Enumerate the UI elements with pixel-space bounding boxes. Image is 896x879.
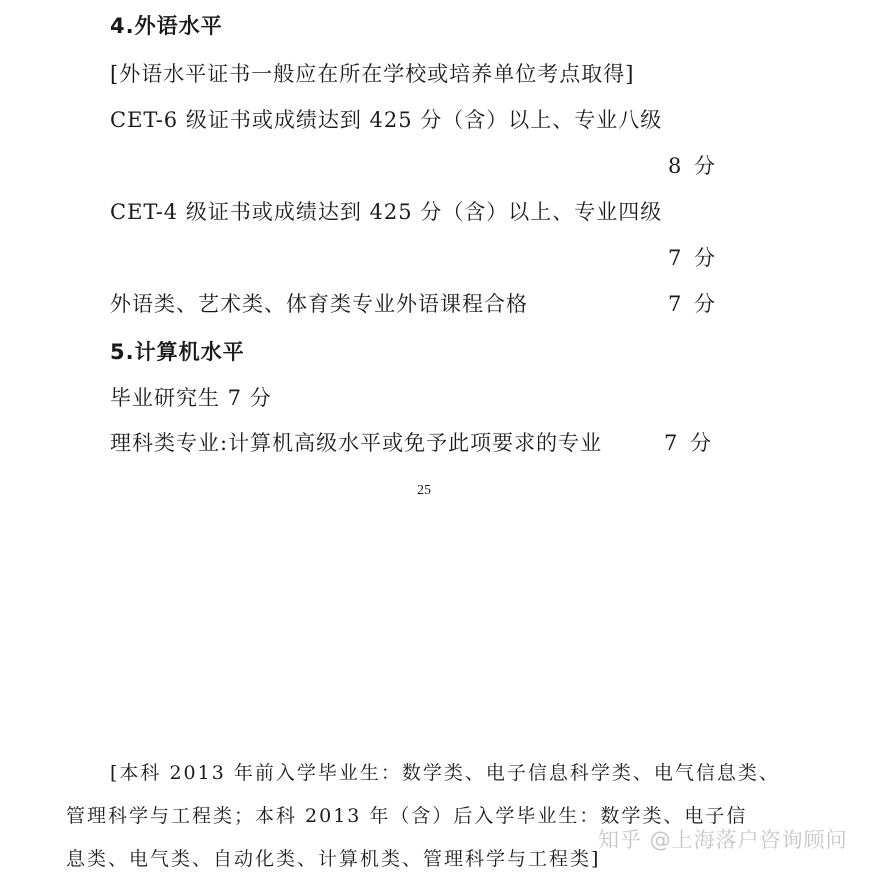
foreign-language-heading: 4.外语水平 (110, 14, 223, 38)
special-majors-requirement: 外语类、艺术类、体育类专业外语课程合格 (110, 292, 528, 316)
special-majors-score: 7 分 (668, 292, 719, 316)
cet4-score: 7 分 (668, 246, 719, 270)
foreign-language-note: [外语水平证书一般应在所在学校或培养单位考点取得] (110, 62, 635, 86)
zhihu-watermark: 知乎 @上海落户咨询顾问 (598, 828, 848, 852)
science-majors-requirement: 理科类专业:计算机高级水平或免予此项要求的专业 (110, 431, 603, 455)
page-number: 25 (417, 483, 431, 498)
cet4-requirement: CET-4 级证书或成绩达到 425 分（含）以上、专业四级 (110, 200, 663, 224)
science-majors-score: 7 分 (664, 431, 715, 455)
computer-level-heading: 5.计算机水平 (110, 340, 245, 364)
cet6-score: 8 分 (668, 154, 719, 178)
cet6-requirement: CET-6 级证书或成绩达到 425 分（含）以上、专业八级 (110, 108, 663, 132)
graduate-student-item: 毕业研究生 7 分 (110, 386, 272, 410)
major-list-line-1: [本科 2013 年前入学毕业生：数学类、电子信息科学类、电气信息类、 (110, 762, 780, 784)
major-list-line-2: 管理科学与工程类；本科 2013 年（含）后入学毕业生：数学类、电子信 (66, 805, 748, 827)
major-list-line-3: 息类、电气类、自动化类、计算机类、管理科学与工程类] (66, 848, 601, 870)
